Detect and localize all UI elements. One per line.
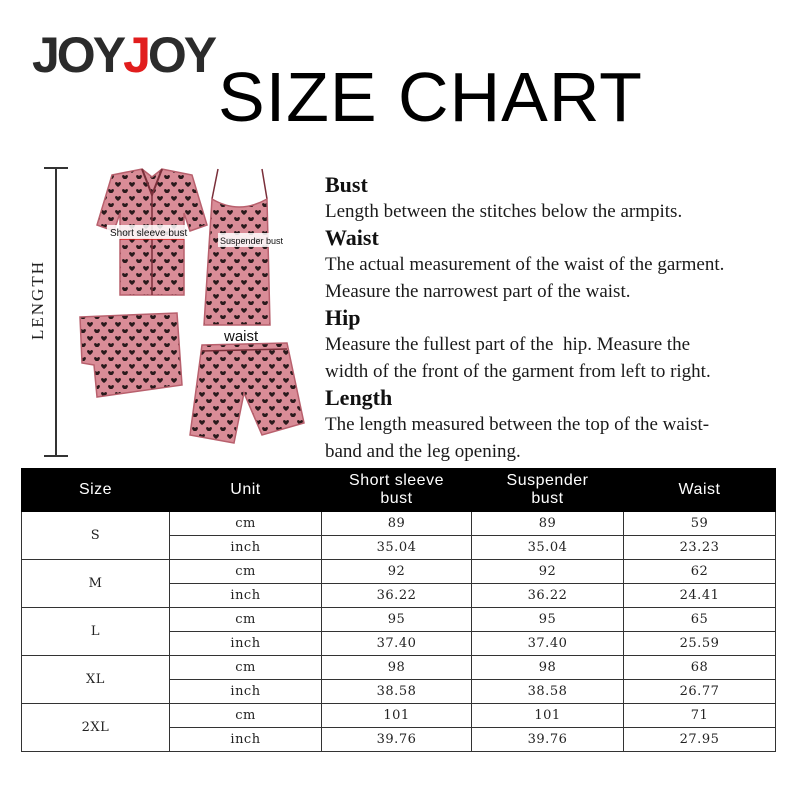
waist-text-line-2: Measure the narrowest part of the waist.: [325, 281, 631, 302]
unit-cell: cm: [170, 512, 322, 536]
length-text-line-2: band and the leg opening.: [325, 441, 521, 462]
suspender-bust-cell: 37.40: [472, 632, 624, 656]
length-term: Length: [325, 385, 393, 410]
garment-illustration: [72, 165, 312, 455]
unit-cell: cm: [170, 608, 322, 632]
header-waist: Waist: [624, 469, 776, 512]
shirt-bust-label: Short sleeve bust: [110, 228, 188, 239]
waist-term: Waist: [325, 225, 379, 250]
header-short-sleeve-bust: Short sleeve bust: [322, 469, 472, 512]
ruler-line: [55, 167, 57, 457]
header-size: Size: [22, 469, 170, 512]
size-cell: M: [22, 560, 170, 608]
table-row: [22, 560, 776, 584]
brand-logo: [32, 27, 215, 83]
suspender-bust-cell: 95: [472, 608, 624, 632]
unit-cell: cm: [170, 656, 322, 680]
suspender-bust-cell: 39.76: [472, 728, 624, 752]
short-sleeve-bust-cell: 92: [322, 560, 472, 584]
bust-text-line-1: Length between the stitches below the armpits.: [325, 201, 683, 222]
short-sleeve-bust-cell: 35.04: [322, 536, 472, 560]
short-sleeve-bust-cell: 101: [322, 704, 472, 728]
brand-name-accent: J: [123, 27, 148, 83]
unit-cell: inch: [170, 584, 322, 608]
waist-cell: 25.59: [624, 632, 776, 656]
table-row: [22, 656, 776, 680]
ruler-cap-bottom: [44, 455, 68, 457]
table-row: [22, 704, 776, 728]
waist-cell: 59: [624, 512, 776, 536]
table-row: [22, 608, 776, 632]
bust-term: Bust: [325, 172, 368, 197]
waist-cell: 24.41: [624, 584, 776, 608]
cami-bust-label: Suspender bust: [220, 236, 284, 246]
brand-name-part1: JOY: [32, 27, 124, 83]
unit-cell: cm: [170, 560, 322, 584]
short-sleeve-bust-cell: 36.22: [322, 584, 472, 608]
hip-text-line-1: Measure the fullest part of the hip. Measure the: [325, 334, 691, 355]
table-header-row: [22, 469, 776, 512]
size-cell: S: [22, 512, 170, 560]
size-cell: 2XL: [22, 704, 170, 752]
short-sleeve-bust-cell: 98: [322, 656, 472, 680]
suspender-bust-cell: 38.58: [472, 680, 624, 704]
hip-term: Hip: [325, 305, 361, 330]
header-unit: Unit: [170, 469, 322, 512]
suspender-bust-cell: 89: [472, 512, 624, 536]
waist-text-line-1: The actual measurement of the waist of the garment.: [325, 254, 725, 275]
unit-cell: inch: [170, 632, 322, 656]
table-row: [22, 512, 776, 536]
pants-illustration: [80, 313, 182, 397]
ruler-label: LENGTH: [28, 255, 48, 345]
unit-cell: inch: [170, 728, 322, 752]
short-sleeve-bust-cell: 38.58: [322, 680, 472, 704]
shorts-waist-label: waist: [224, 328, 259, 345]
brand-name-part2: OY: [147, 27, 215, 83]
short-sleeve-bust-cell: 89: [322, 512, 472, 536]
unit-cell: inch: [170, 680, 322, 704]
page-title: SIZE CHART: [218, 58, 643, 136]
unit-cell: cm: [170, 704, 322, 728]
short-sleeve-bust-cell: 37.40: [322, 632, 472, 656]
size-cell: L: [22, 608, 170, 656]
suspender-bust-cell: 36.22: [472, 584, 624, 608]
waist-cell: 71: [624, 704, 776, 728]
ruler-cap-top: [44, 167, 68, 169]
short-sleeve-bust-cell: 39.76: [322, 728, 472, 752]
suspender-bust-cell: 98: [472, 656, 624, 680]
waist-cell: 68: [624, 656, 776, 680]
short-sleeve-bust-cell: 95: [322, 608, 472, 632]
header-suspender-bust: Suspender bust: [472, 469, 624, 512]
waist-cell: 26.77: [624, 680, 776, 704]
waist-cell: 62: [624, 560, 776, 584]
shorts-illustration: [190, 343, 304, 443]
size-cell: XL: [22, 656, 170, 704]
suspender-bust-cell: 35.04: [472, 536, 624, 560]
hip-text-line-2: width of the front of the garment from left to right.: [325, 361, 711, 382]
suspender-bust-cell: 101: [472, 704, 624, 728]
waist-cell: 27.95: [624, 728, 776, 752]
length-text-line-1: The length measured between the top of the waist-: [325, 414, 710, 435]
measurement-definitions: [325, 172, 795, 465]
suspender-bust-cell: 92: [472, 560, 624, 584]
unit-cell: inch: [170, 536, 322, 560]
waist-cell: 23.23: [624, 536, 776, 560]
size-table: [21, 468, 776, 752]
waist-cell: 65: [624, 608, 776, 632]
